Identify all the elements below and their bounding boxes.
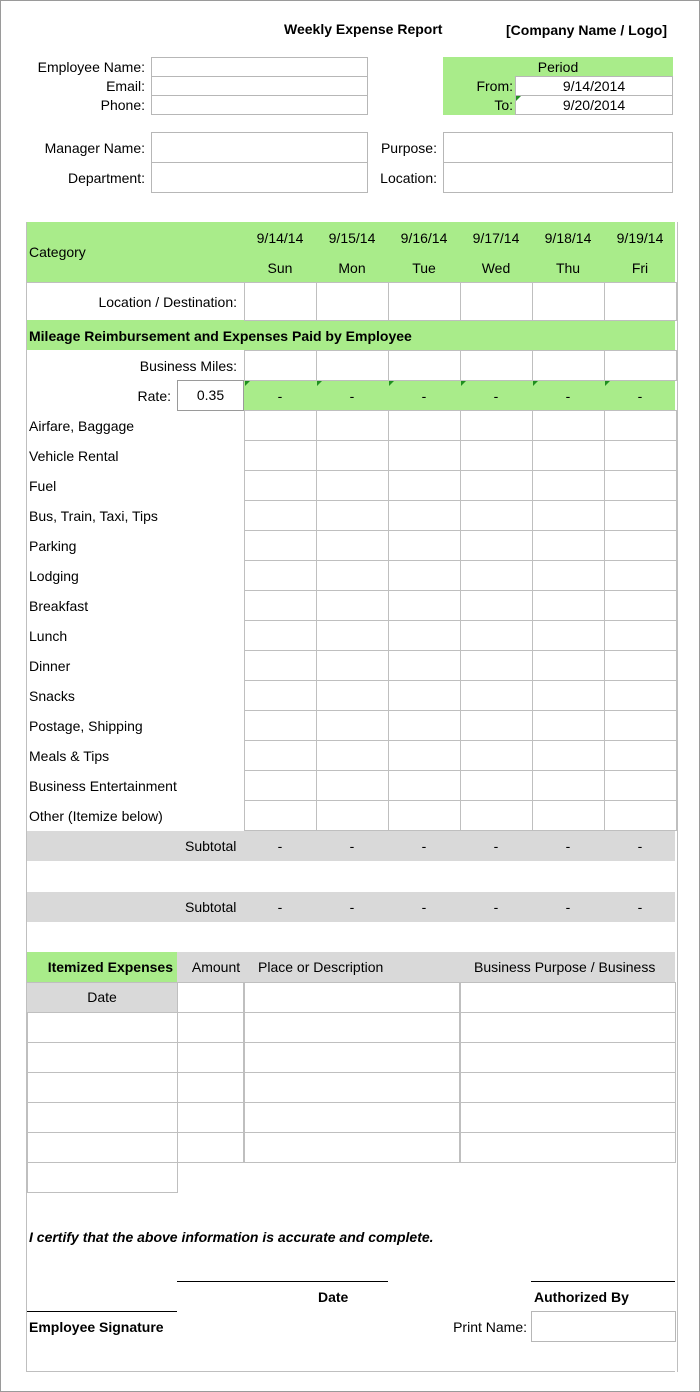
expense-cell[interactable] (460, 470, 533, 501)
expense-cell[interactable] (316, 650, 389, 681)
location-cell[interactable] (604, 282, 677, 321)
expense-cell[interactable] (388, 710, 461, 741)
itemized-date-cell[interactable] (27, 1072, 178, 1103)
expense-cell[interactable] (604, 470, 677, 501)
mileage-amount: - (565, 388, 571, 404)
expense-cell[interactable] (316, 770, 389, 801)
expense-cell[interactable] (460, 410, 533, 441)
formula-marker-icon (389, 381, 394, 386)
subtotal-amount: - (637, 838, 643, 854)
business-miles-cell[interactable] (244, 350, 317, 381)
category-header: Category (29, 244, 86, 260)
employee-name-field[interactable] (151, 57, 368, 77)
expense-category-label: Other (Itemize below) (29, 808, 163, 824)
itemized-title: Itemized Expenses (47, 959, 173, 975)
subtotal-amount: - (493, 899, 499, 915)
expense-cell[interactable] (532, 680, 605, 711)
day-header: Tue (412, 260, 436, 276)
expense-cell[interactable] (316, 530, 389, 561)
expense-category-label: Breakfast (29, 598, 89, 614)
date-header: 9/17/14 (472, 230, 520, 246)
period-title: Period (537, 59, 579, 75)
subtotal-amount: - (277, 838, 283, 854)
itemized-date-header: Date (87, 989, 117, 1005)
expense-cell[interactable] (388, 560, 461, 591)
expense-cell[interactable] (244, 440, 317, 471)
expense-cell[interactable] (460, 650, 533, 681)
department-field[interactable] (151, 162, 368, 193)
expense-cell[interactable] (388, 410, 461, 441)
location-cell[interactable] (388, 282, 461, 321)
day-header: Sun (267, 260, 293, 276)
expense-category-label: Dinner (29, 658, 71, 674)
mileage-section-title: Mileage Reimbursement and Expenses Paid by Employee (29, 328, 412, 344)
expense-cell[interactable] (604, 650, 677, 681)
authorized-signature-line (531, 1281, 675, 1282)
subtotal-label-1: Subtotal (185, 838, 237, 854)
date-header: 9/16/14 (400, 230, 448, 246)
itemized-date-cell[interactable] (27, 1012, 178, 1043)
expense-cell[interactable] (532, 530, 605, 561)
amount-header: Amount (191, 959, 241, 975)
sheet-bottom-line (27, 1371, 675, 1372)
expense-cell[interactable] (388, 440, 461, 471)
expense-category-label: Snacks (29, 688, 75, 704)
date-header: 9/18/14 (544, 230, 592, 246)
location-cell[interactable] (460, 282, 533, 321)
expense-cell[interactable] (532, 710, 605, 741)
expense-cell[interactable] (604, 410, 677, 441)
expense-cell[interactable] (244, 770, 317, 801)
business-miles-cell[interactable] (388, 350, 461, 381)
email-field[interactable] (151, 76, 368, 96)
expense-cell[interactable] (388, 590, 461, 621)
formula-marker-icon (317, 381, 322, 386)
expense-cell[interactable] (316, 440, 389, 471)
purpose-label: Purpose: (380, 140, 437, 156)
period-from-label: From: (476, 78, 513, 94)
itemized-place-cell[interactable] (244, 1102, 460, 1133)
employee-name-label: Employee Name: (37, 59, 145, 75)
itemized-purpose-cell[interactable] (460, 1042, 676, 1073)
itemized-purpose-cell[interactable] (460, 1072, 676, 1103)
rate-field[interactable]: 0.35 (177, 380, 244, 411)
expense-cell[interactable] (388, 650, 461, 681)
business-miles-label: Business Miles: (139, 358, 237, 374)
expense-cell[interactable] (604, 770, 677, 801)
formula-marker-icon (533, 381, 538, 386)
expense-cell[interactable] (604, 530, 677, 561)
period-to-label: To: (494, 97, 513, 113)
day-header: Thu (555, 260, 581, 276)
location-cell[interactable] (532, 282, 605, 321)
employee-signature-label: Employee Signature (29, 1319, 164, 1335)
date-header: 9/19/14 (616, 230, 664, 246)
itemized-date-cell[interactable] (27, 1132, 178, 1163)
report-title: Weekly Expense Report (284, 21, 443, 37)
expense-cell[interactable] (460, 440, 533, 471)
expense-cell[interactable] (388, 530, 461, 561)
email-label: Email: (106, 78, 145, 94)
company-name-logo[interactable]: [Company Name / Logo] (506, 22, 668, 38)
phone-field[interactable] (151, 95, 368, 115)
expense-cell[interactable] (316, 680, 389, 711)
itemized-date-cell[interactable] (27, 1102, 178, 1133)
expense-category-label: Vehicle Rental (29, 448, 119, 464)
itemized-place-cell[interactable] (244, 1072, 460, 1103)
expense-cell[interactable] (244, 740, 317, 771)
business-miles-cell[interactable] (316, 350, 389, 381)
expense-cell[interactable] (388, 800, 461, 831)
expense-cell[interactable] (316, 620, 389, 651)
expense-cell[interactable] (604, 710, 677, 741)
itemized-purpose-cell[interactable] (460, 982, 676, 1013)
business-miles-cell[interactable] (604, 350, 677, 381)
period-to-field[interactable]: 9/20/2014 (515, 95, 673, 115)
phone-label: Phone: (100, 97, 145, 113)
expense-category-label: Parking (29, 538, 77, 554)
subtotal-amount: - (493, 838, 499, 854)
subtotal-amount: - (565, 899, 571, 915)
expense-cell[interactable] (316, 560, 389, 591)
expense-category-label: Lodging (29, 568, 79, 584)
day-header: Wed (481, 260, 511, 276)
expense-category-label: Fuel (29, 478, 57, 494)
location-cell[interactable] (316, 282, 389, 321)
expense-cell[interactable] (316, 710, 389, 741)
expense-cell[interactable] (244, 410, 317, 441)
mileage-amount: - (637, 388, 643, 404)
expense-cell[interactable] (244, 680, 317, 711)
expense-cell[interactable] (244, 650, 317, 681)
expense-cell[interactable] (532, 740, 605, 771)
expense-cell[interactable] (316, 470, 389, 501)
expense-cell[interactable] (316, 590, 389, 621)
expense-cell[interactable] (460, 740, 533, 771)
mileage-amount: - (277, 388, 283, 404)
expense-cell[interactable] (532, 410, 605, 441)
subtotal-amount: - (277, 899, 283, 915)
expense-cell[interactable] (604, 590, 677, 621)
rate-label: Rate: (137, 388, 171, 404)
location-destination-label: Location / Destination: (98, 294, 237, 310)
day-header: Mon (338, 260, 366, 276)
business-miles-cell[interactable] (460, 350, 533, 381)
business-miles-cell[interactable] (532, 350, 605, 381)
formula-marker-icon (605, 381, 610, 386)
itemized-place-cell[interactable] (244, 1042, 460, 1073)
print-name-field[interactable] (531, 1311, 676, 1342)
itemized-date-cell[interactable] (27, 1042, 178, 1073)
certification-statement: I certify that the above information is accurate and complete. (29, 1229, 434, 1245)
location-cell[interactable] (244, 282, 317, 321)
expense-cell[interactable] (604, 560, 677, 591)
subtotal-amount: - (349, 899, 355, 915)
expense-cell[interactable] (244, 560, 317, 591)
itemized-amount-cell[interactable] (177, 1042, 244, 1073)
itemized-place-cell[interactable] (244, 982, 460, 1013)
itemized-place-cell[interactable] (244, 1132, 460, 1163)
expense-cell[interactable] (460, 680, 533, 711)
date-header: 9/14/14 (256, 230, 304, 246)
expense-cell[interactable] (244, 500, 317, 531)
itemized-purpose-cell[interactable] (460, 1102, 676, 1133)
formula-marker-icon (461, 381, 466, 386)
itemized-amount-cell[interactable] (177, 1132, 244, 1163)
expense-category-label: Lunch (29, 628, 68, 644)
itemized-purpose-cell[interactable] (460, 1132, 676, 1163)
manager-name-label: Manager Name: (44, 140, 145, 156)
itemized-amount-cell[interactable] (177, 1102, 244, 1133)
expense-cell[interactable] (532, 620, 605, 651)
formula-marker-icon (516, 96, 521, 101)
expense-cell[interactable] (532, 590, 605, 621)
expense-category-label: Postage, Shipping (29, 718, 143, 734)
subtotal-amount: - (421, 899, 427, 915)
period-from-field[interactable]: 9/14/2014 (515, 76, 673, 96)
day-header: Fri (631, 260, 649, 276)
expense-category-label: Airfare, Baggage (29, 418, 135, 434)
expense-cell[interactable] (460, 560, 533, 591)
expense-cell[interactable] (316, 410, 389, 441)
expense-category-label: Business Entertainment (29, 778, 177, 794)
location-field[interactable] (443, 162, 673, 193)
subtotal-amount: - (565, 838, 571, 854)
expense-cell[interactable] (460, 530, 533, 561)
date-header: 9/15/14 (328, 230, 376, 246)
employee-signature-line (27, 1311, 177, 1312)
itemized-purpose-cell[interactable] (460, 1012, 676, 1043)
expense-cell[interactable] (460, 800, 533, 831)
expense-cell[interactable] (532, 470, 605, 501)
expense-cell[interactable] (604, 740, 677, 771)
expense-category-label: Bus, Train, Taxi, Tips (29, 508, 158, 524)
subtotal-label-2: Subtotal (185, 899, 237, 915)
itemized-amount-cell[interactable] (177, 1012, 244, 1043)
expense-cell[interactable] (460, 620, 533, 651)
subtotal-amount: - (421, 838, 427, 854)
location-label: Location: (380, 170, 437, 186)
expense-cell[interactable] (388, 740, 461, 771)
itemized-amount-cell[interactable] (177, 1072, 244, 1103)
expense-cell[interactable] (244, 710, 317, 741)
department-label: Department: (67, 170, 145, 186)
mileage-amount: - (421, 388, 427, 404)
itemized-place-cell[interactable] (244, 1012, 460, 1043)
expense-cell[interactable] (244, 470, 317, 501)
subtotal-amount: - (349, 838, 355, 854)
expense-cell[interactable] (532, 800, 605, 831)
expense-cell[interactable] (388, 620, 461, 651)
place-description-header: Place or Description (258, 959, 384, 975)
expense-cell[interactable] (244, 620, 317, 651)
business-purpose-header: Business Purpose / Business (474, 959, 656, 975)
date-label: Date (318, 1289, 349, 1305)
expense-cell[interactable] (460, 500, 533, 531)
expense-cell[interactable] (604, 500, 677, 531)
expense-cell[interactable] (316, 800, 389, 831)
mileage-amount: - (349, 388, 355, 404)
expense-cell[interactable] (244, 590, 317, 621)
expense-cell[interactable] (244, 530, 317, 561)
manager-name-field[interactable] (151, 132, 368, 163)
expense-cell[interactable] (604, 440, 677, 471)
expense-cell[interactable] (460, 770, 533, 801)
expense-cell[interactable] (604, 620, 677, 651)
expense-cell[interactable] (532, 770, 605, 801)
print-name-label: Print Name: (453, 1319, 527, 1335)
itemized-amount-cell[interactable] (177, 982, 244, 1013)
expense-cell[interactable] (244, 800, 317, 831)
expense-cell[interactable] (460, 710, 533, 741)
formula-marker-icon (245, 381, 250, 386)
subtotal-amount: - (637, 899, 643, 915)
expense-cell[interactable] (532, 500, 605, 531)
expense-cell[interactable] (532, 650, 605, 681)
date-signature-line (177, 1281, 388, 1282)
expense-cell[interactable] (316, 740, 389, 771)
expense-cell[interactable] (316, 500, 389, 531)
expense-cell[interactable] (604, 680, 677, 711)
expense-cell[interactable] (388, 680, 461, 711)
expense-cell[interactable] (388, 770, 461, 801)
expense-cell[interactable] (532, 560, 605, 591)
authorized-by-label: Authorized By (534, 1289, 629, 1305)
expense-category-label: Meals & Tips (29, 748, 110, 764)
expense-cell[interactable] (388, 470, 461, 501)
expense-cell[interactable] (532, 440, 605, 471)
expense-cell[interactable] (388, 500, 461, 531)
itemized-date-cell[interactable] (27, 1162, 178, 1193)
purpose-field[interactable] (443, 132, 673, 163)
mileage-amount: - (493, 388, 499, 404)
expense-cell[interactable] (460, 590, 533, 621)
expense-cell[interactable] (604, 800, 677, 831)
